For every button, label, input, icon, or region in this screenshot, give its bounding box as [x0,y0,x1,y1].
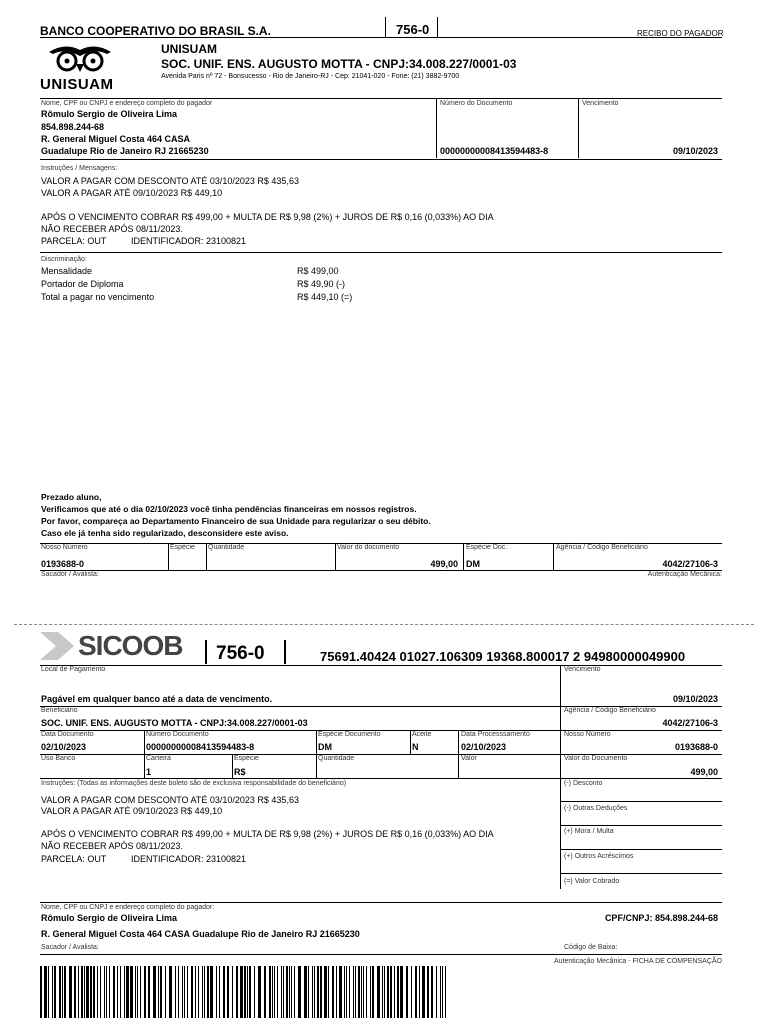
barcode-bar [109,966,110,1018]
identificador: IDENTIFICADOR: 23100821 [131,854,247,864]
nosso-label: Nosso Número [564,731,611,738]
payer-cpf: 854.898.244-68 [41,122,105,132]
due-date: 09/10/2023 [672,146,718,156]
slip-bank-code: 756-0 [216,643,265,664]
notice-line: Por favor, compareça ao Departamento Financeiro de sua Unidade para regularizar o seu débito. [41,516,431,526]
barcode-bar [336,966,337,1018]
divider [40,570,722,571]
barcode-bar [320,966,322,1018]
notice-line: Verificamos que até o dia 02/10/2023 você tinha pendências financeiras em nossos registros. [41,504,417,514]
barcode-bar [74,966,76,1018]
barcode-bar [219,966,220,1018]
barcode-bar [120,966,121,1018]
divider [206,543,207,570]
barcode-bar [370,966,371,1018]
valor-cobrado-label: (=) Valor Cobrado [564,878,620,885]
barcode-bar [184,966,185,1018]
barcode-bar [178,966,179,1018]
barcode-bar [126,966,129,1018]
barcode-bar [165,966,166,1018]
agencia-label: Agência / Código Beneficiário [556,544,648,551]
barcode-bar [382,966,383,1018]
notice-line: Caso ele já tenha sido regularizado, desconsidere este aviso. [41,528,289,538]
barcode-bar [442,966,443,1018]
local-value: Pagável em qualquer banco até a data de vencimento. [41,694,273,704]
barcode-bar [54,966,56,1018]
nosso-numero: 0193688-0 [41,559,85,569]
barcode-bar [387,966,389,1018]
barcode-bar [52,966,53,1018]
barcode-bar [411,966,412,1018]
barcode-bar [240,966,243,1018]
slip-payer-address: R. General Miguel Costa 464 CASA Guadalupe Rio de Janeiro RJ 21665230 [41,929,360,939]
valor-label: Valor [461,755,477,762]
barcode-bar [291,966,292,1018]
local-label: Local de Pagamento [41,666,106,673]
instruction-line: VALOR A PAGAR ATÉ 09/10/2023 R$ 449,10 [41,188,223,198]
barcode-bar [358,966,360,1018]
data-doc-label: Data Documento [41,731,94,738]
barcode-bar [258,966,261,1018]
barcode-bar [415,966,417,1018]
cut-line [14,624,754,625]
barcode-bar [419,966,420,1018]
divider [560,825,722,826]
barcode-bar [349,966,350,1018]
benef-label: Beneficiário [41,707,78,714]
valor-doc-label: Valor do Documento [564,755,628,762]
nosso-value: 0193688-0 [674,742,718,752]
barcode [40,966,450,1018]
instruction-line: APÓS O VENCIMENTO COBRAR R$ 499,00 + MULTA DE R$ 9,98 (2%) + JUROS DE R$ 0,16 (0,033%) AO DIA [41,829,494,839]
barcode-bar [372,966,374,1018]
barcode-bar [86,966,89,1018]
barcode-bar [436,966,437,1018]
barcode-bar [207,966,209,1018]
identificador: IDENTIFICADOR: 23100821 [131,236,247,246]
data-proc-label: Data Processsamento [461,731,530,738]
barcode-bar [223,966,225,1018]
barcode-bar [272,966,273,1018]
barcode-bar [106,966,107,1018]
barcode-bar [427,966,429,1018]
divider [40,159,722,160]
instructions-label: Instruções / Mensagens: [41,165,118,172]
bank-code: 756-0 [396,22,430,37]
valor-doc-label: Valor do documento [337,544,400,551]
divider [436,98,437,158]
instr-label: Instruções: (Todas as informações deste boleto são de exclusiva responsabilidade do beneficiário) [41,780,347,787]
venc-value: 09/10/2023 [672,694,718,704]
discrimination-item-name: Portador de Diploma [41,279,124,289]
slip-payer-cpf: CPF/CNPJ: 854.898.244-68 [604,913,718,923]
instruction-line: VALOR A PAGAR ATÉ 09/10/2023 R$ 449,10 [41,806,223,816]
divider [40,954,722,955]
discrimination-item-value: R$ 449,10 (=) [297,292,353,302]
barcode-bar [117,966,118,1018]
barcode-bar [406,966,408,1018]
esp-doc-label: Espécie Documento [318,731,381,738]
barcode-bar [294,966,295,1018]
barcode-bar [400,966,403,1018]
barcode-bar [153,966,156,1018]
receipt-label: RECIBO DO PAGADOR [637,29,724,38]
barcode-bar [124,966,125,1018]
divider [410,730,411,754]
barcode-bar [144,966,146,1018]
divider [560,849,722,850]
barcode-bar [264,966,266,1018]
barcode-bar [78,966,79,1018]
logo-text: UNISUAM [40,76,114,93]
carteira-label: Carteira [146,755,171,762]
barcode-bar [59,966,61,1018]
agencia-value: 4042/27106-3 [662,718,718,728]
barcode-bar [312,966,313,1018]
barcode-bar [64,966,66,1018]
barcode-bar [361,966,362,1018]
barcode-bar [308,966,309,1018]
barcode-bar [84,966,85,1018]
divider [578,98,579,158]
sicoob-logo [38,630,204,662]
barcode-bar [298,966,301,1018]
unisuam-owl-logo [45,44,115,74]
barcode-bar [191,966,193,1018]
digitable-line[interactable]: 75691.40424 01027.106309 19368.800017 2 94980000049900 [320,649,686,664]
barcode-bar [304,966,307,1018]
barcode-bar [137,966,138,1018]
divider [40,98,722,99]
barcode-bar [175,966,176,1018]
barcode-bar [317,966,319,1018]
barcode-bar [324,966,327,1018]
agencia-label: Agência / Código Beneficiário [564,707,656,714]
barcode-bar [140,966,141,1018]
discrimination-item-name: Mensalidade [41,266,93,276]
barcode-bar [182,966,183,1018]
barcode-bar [332,966,334,1018]
barcode-bar [346,966,347,1018]
divider [232,754,233,778]
barcode-bar [169,966,172,1018]
instruction-line: APÓS O VENCIMENTO COBRAR R$ 499,00 + MULTA DE R$ 9,98 (2%) + JUROS DE R$ 0,16 (0,033%) AO DIA [41,212,494,222]
barcode-bar [44,966,47,1018]
barcode-bar [187,966,188,1018]
barcode-bar [286,966,288,1018]
barcode-bar [277,966,278,1018]
aceite-value: N [412,742,419,752]
barcode-bar [40,966,42,1018]
barcode-bar [283,966,284,1018]
especie-value: R$ [234,767,246,777]
barcode-bar [93,966,95,1018]
barcode-bar [204,966,205,1018]
barcode-bar [269,966,271,1018]
divider [168,543,169,570]
divider [40,665,722,666]
barcode-bar [160,966,162,1018]
slip-sacador-label: Sacador / Avalista: [41,944,99,951]
payer-label: Nome, CPF ou CNPJ e endereço completo do pagador [41,100,213,107]
mora-label: (+) Mora / Multa [564,828,614,835]
bank-name: BANCO COOPERATIVO DO BRASIL S.A. [40,24,271,38]
especie-doc-label: Espécie Doc. [466,544,508,551]
barcode-bar [384,966,385,1018]
barcode-bar [366,966,367,1018]
benef-value: SOC. UNIF. ENS. AUGUSTO MOTTA - CNPJ:34.008.227/0001-03 [41,718,308,728]
aceite-label: Aceite [412,731,432,738]
especie-doc: DM [466,559,480,569]
institution-full: SOC. UNIF. ENS. AUGUSTO MOTTA - CNPJ:34.008.227/0001-03 [161,57,517,71]
esp-doc-value: DM [318,742,332,752]
num-doc-label: Número Documento [146,731,209,738]
nosso-numero-label: Nosso Número [41,544,88,551]
institution-address: Avenida Paris nº 72 - Bonsucesso - Rio de Janeiro-RJ - Cep: 21041-020 - Fone: (21) 3882-9700 [161,73,460,80]
instruction-line: VALOR A PAGAR COM DESCONTO ATÉ 03/10/2023 R$ 435,63 [41,795,299,805]
notice-line: Prezado aluno, [41,492,102,502]
barcode-bar [130,966,133,1018]
divider [560,873,722,874]
barcode-bar [328,966,329,1018]
barcode-bar [445,966,446,1018]
barcode-bar [249,966,251,1018]
barcode-bar [289,966,290,1018]
num-doc-value: 00000000008413594483-8 [146,742,255,752]
barcode-bar [355,966,356,1018]
barcode-bar [314,966,315,1018]
barcode-bar [62,966,63,1018]
barcode-bar [227,966,229,1018]
parcela: PARCELA: OUT [41,236,107,246]
slip-payer-label: Nome, CPF ou CNPJ e endereço completo do pagador: [41,904,215,911]
barcode-bar [90,966,92,1018]
barcode-bar [422,966,425,1018]
barcode-bar [353,966,354,1018]
barcode-bar [247,966,248,1018]
instruction-line: NÃO RECEBER APÓS 08/11/2023. [41,224,183,234]
outras-deducoes-label: (-) Outras Deduções [564,805,628,812]
barcode-bar [216,966,217,1018]
divider [553,543,554,570]
slip-autenticacao-label: Autenticação Mecânica - FICHA DE COMPENSAÇÃO [553,958,722,965]
data-doc-value: 02/10/2023 [41,742,87,752]
barcode-bar [339,966,342,1018]
quantidade-label: Quantidade [208,544,245,551]
divider [463,543,464,570]
especie-label: Espécie [234,755,259,762]
barcode-bar [113,966,115,1018]
barcode-bar [69,966,72,1018]
barcode-bar [148,966,150,1018]
slip-payer-name: Rômulo Sergio de Oliveira Lima [41,913,178,923]
divider [205,640,207,664]
barcode-bar [344,966,345,1018]
barcode-bar [135,966,136,1018]
instruction-line: VALOR A PAGAR COM DESCONTO ATÉ 03/10/2023 R$ 435,63 [41,176,299,186]
barcode-bar [48,966,49,1018]
barcode-bar [210,966,213,1018]
barcode-bar [244,966,246,1018]
institution-short: UNISUAM [161,42,217,56]
barcode-bar [274,966,275,1018]
divider [560,665,561,889]
barcode-bar [195,966,196,1018]
codigo-baixa-label: Código de Baixa: [564,944,618,951]
divider [40,252,722,253]
barcode-bar [198,966,199,1018]
autenticacao-label: Autenticação Mecânica: [647,571,722,578]
discrimination-item-value: R$ 499,00 [297,266,339,276]
discrimination-item-name: Total a pagar no vencimento [41,292,155,302]
barcode-bar [397,966,399,1018]
barcode-bar [440,966,441,1018]
uso-banco-label: Uso Banco [41,755,76,762]
barcode-bar [390,966,392,1018]
payer-street: R. General Miguel Costa 464 CASA [41,134,191,144]
doc-number: 00000000008413594483-8 [440,146,549,156]
barcode-bar [363,966,364,1018]
valor-doc: 499,00 [430,559,458,569]
divider [385,17,386,37]
barcode-bar [104,966,105,1018]
barcode-bar [97,966,98,1018]
discrimination-item-value: R$ 49,90 (-) [297,279,346,289]
discrimination-label: Discriminação: [41,256,87,263]
venc-label: Vencimento [564,666,601,673]
sicoob-logo-text: SICOOB [78,630,183,661]
barcode-bar [281,966,282,1018]
payer-city: Guadalupe Rio de Janeiro RJ 21665230 [41,146,209,156]
instruction-line: NÃO RECEBER APÓS 08/11/2023. [41,841,183,851]
sacador-label: Sacador / Avalista: [41,571,99,578]
doc-number-label: Número do Documento [440,100,513,107]
divider [40,730,722,731]
parcela: PARCELA: OUT [41,854,107,864]
divider [40,778,722,779]
divider [437,17,438,37]
desconto-label: (-) Desconto [564,780,603,787]
barcode-bar [232,966,233,1018]
barcode-bar [158,966,159,1018]
divider [40,902,722,903]
barcode-bar [100,966,101,1018]
barcode-bar [236,966,238,1018]
barcode-bar [431,966,433,1018]
payer-name: Rômulo Sergio de Oliveira Lima [41,109,178,119]
barcode-bar [81,966,83,1018]
barcode-bar [394,966,395,1018]
data-proc-value: 02/10/2023 [461,742,507,752]
especie-label: Espécie [170,544,195,551]
carteira-value: 1 [146,767,152,777]
outros-acrescimos-label: (+) Outros Acréscimos [564,853,634,860]
divider [284,640,286,664]
barcode-bar [254,966,255,1018]
agencia: 4042/27106-3 [662,559,718,569]
divider [40,37,722,38]
barcode-bar [202,966,203,1018]
valor-doc-value: 499,00 [690,767,718,777]
due-label: Vencimento [582,100,619,107]
barcode-bar [377,966,380,1018]
quantidade-label: Quantidade [318,755,355,762]
divider [560,801,722,802]
divider [335,543,336,570]
